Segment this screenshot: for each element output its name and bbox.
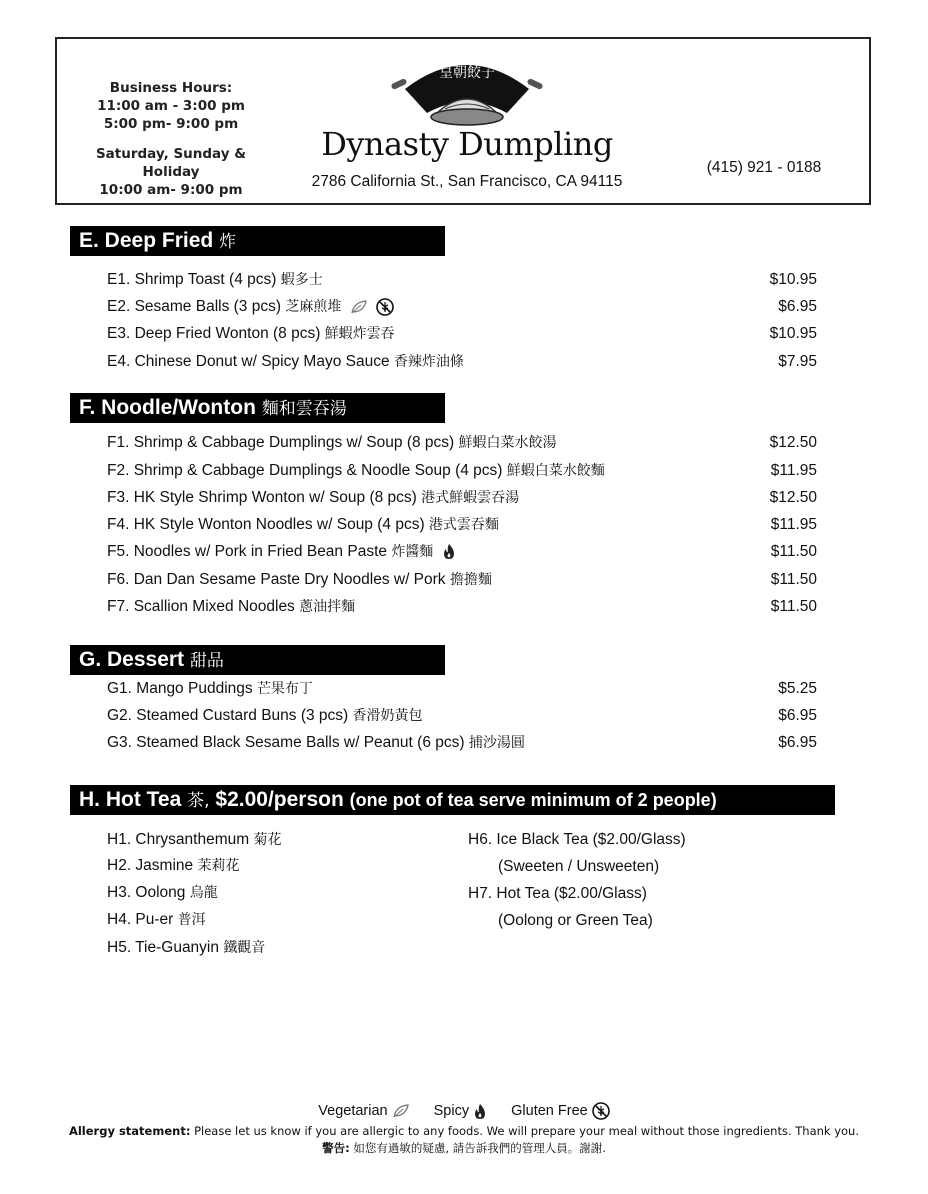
menu-item-f6 [107, 569, 817, 591]
menu-item-g2 [107, 705, 817, 727]
hours-lunch: 11:00 am - 3:00 pm [97, 98, 245, 114]
restaurant-phone: (415) 921 - 0188 [706, 159, 822, 176]
menu-item-e2 [107, 296, 817, 318]
tea-name-zh: 菊花 [253, 832, 282, 848]
item-name: F2. Shrimp & Cabbage Dumplings & Noodle Soup (4 pcs) [107, 462, 503, 479]
menu-item-f5 [107, 541, 817, 563]
item-name: E1. Shrimp Toast (4 pcs) [107, 271, 277, 288]
gluten-free-icon [376, 298, 394, 316]
item-price: $10.95 [769, 271, 817, 288]
section-header-hot-tea [70, 785, 835, 815]
tea-item-h6 [468, 829, 686, 851]
tea-name: H4. Pu-er [107, 911, 174, 928]
section-header-noodle-wonton [70, 393, 445, 423]
item-name-zh: 港式鮮蝦雲吞湯 [421, 490, 520, 506]
tea-name: H1. Chrysanthemum [107, 831, 250, 848]
vegetarian-icon [392, 1103, 410, 1119]
legend-gluten-free-label: Gluten Free [511, 1102, 588, 1119]
tea-note: (Oolong or Green Tea) [498, 912, 653, 929]
vegetarian-icon [350, 299, 368, 315]
weekend-hours: 10:00 am- 9:00 pm [99, 182, 243, 198]
item-name: F1. Shrimp & Cabbage Dumplings w/ Soup (8 pcs) [107, 434, 455, 451]
menu-item-f1 [107, 432, 817, 454]
menu-item-e4 [107, 351, 817, 373]
item-name: G3. Steamed Black Sesame Balls w/ Peanut (6 pcs) [107, 734, 465, 751]
section-title-zh: 甜品 [189, 651, 224, 671]
tea-name: H3. Oolong [107, 884, 186, 901]
item-price: $5.25 [778, 680, 817, 697]
item-name: E4. Chinese Donut w/ Spicy Mayo Sauce [107, 353, 390, 370]
tea-item-h1 [107, 829, 281, 851]
item-price: $11.50 [770, 571, 817, 588]
tea-name-zh: 鐵觀音 [223, 940, 266, 956]
tea-name: H2. Jasmine [107, 857, 194, 874]
section-note: (one pot of tea serve minimum of 2 people) [349, 790, 717, 810]
section-title: F. Noodle/Wonton [79, 396, 256, 419]
tea-item-h4 [107, 909, 206, 931]
item-price: $11.50 [770, 598, 817, 615]
restaurant-header [55, 37, 871, 205]
item-name: F7. Scallion Mixed Noodles [107, 598, 295, 615]
allergy-text: Please let us know if you are allergic to any foods. We will prepare your meal without those ingredients. Thank you. [194, 1124, 860, 1138]
tea-name: H6. Ice Black Tea ($2.00/Glass) [468, 831, 686, 848]
tea-note: (Sweeten / Unsweeten) [498, 858, 660, 875]
tea-item-h6-note [498, 856, 659, 878]
tea-item-h7-note [498, 910, 653, 932]
item-name: F3. HK Style Shrimp Wonton w/ Soup (8 pcs) [107, 489, 417, 506]
section-title: E. Deep Fried [79, 229, 214, 252]
weekend-title: Saturday, Sunday & Holiday [95, 146, 247, 180]
restaurant-name: Dynasty Dumpling [321, 125, 613, 163]
item-price: $7.95 [778, 353, 817, 370]
section-title: G. Dessert [79, 648, 185, 671]
section-header-deep-fried [70, 226, 445, 256]
section-price: $2.00/person [215, 788, 344, 811]
item-price: $11.50 [770, 543, 817, 560]
item-name-zh: 芝麻煎堆 [285, 299, 342, 315]
spicy-icon [473, 1103, 487, 1120]
tea-name: H5. Tie-Guanyin [107, 939, 219, 956]
item-name-zh: 炸醬麵 [391, 544, 434, 560]
tea-item-h7 [468, 883, 647, 905]
item-name: F6. Dan Dan Sesame Paste Dry Noodles w/ Pork [107, 571, 446, 588]
dynasty-dumpling-logo [387, 51, 547, 131]
item-name-zh: 蝦多士 [280, 272, 323, 288]
tea-item-h3 [107, 882, 218, 904]
menu-item-e3 [107, 323, 817, 345]
item-name-zh: 鮮蝦白菜水餃湯 [458, 435, 557, 451]
hours-title: Business Hours: [109, 80, 233, 96]
item-price: $6.95 [778, 298, 817, 315]
item-price: $11.95 [770, 516, 817, 533]
item-name-zh: 蔥油拌麵 [299, 599, 356, 615]
item-price: $10.95 [769, 325, 817, 342]
tea-item-h5 [107, 937, 265, 959]
item-name-zh: 香滑奶黃包 [352, 708, 423, 724]
item-price: $6.95 [778, 734, 817, 751]
section-title-zh: 麵和雲吞湯 [261, 399, 347, 419]
icon-legend [0, 1102, 928, 1120]
item-price: $12.50 [769, 489, 817, 506]
allergy-warning-zh [0, 1140, 928, 1156]
tea-item-h2 [107, 855, 239, 877]
restaurant-address: 2786 California St., San Francisco, CA 94115 [311, 173, 623, 190]
tea-name: H7. Hot Tea ($2.00/Glass) [468, 885, 647, 902]
item-name-zh: 港式雲吞麵 [428, 517, 499, 533]
section-header-dessert [70, 645, 445, 675]
item-price: $11.95 [770, 462, 817, 479]
warning-text: 如您有過敏的疑慮, 請告訴我們的管理人員。謝謝. [353, 1141, 606, 1155]
item-name-zh: 捕沙湯圓 [468, 735, 525, 751]
gluten-free-icon [592, 1102, 610, 1120]
section-title: H. Hot Tea [79, 788, 182, 811]
tea-name-zh: 烏龍 [189, 885, 218, 901]
legend-spicy-label: Spicy [433, 1102, 470, 1119]
logo-chinese-text: 皇朝餃子 [439, 65, 495, 81]
item-name: F4. HK Style Wonton Noodles w/ Soup (4 pcs) [107, 516, 425, 533]
item-name: E3. Deep Fried Wonton (8 pcs) [107, 325, 321, 342]
menu-item-f3 [107, 487, 817, 509]
menu-item-f2 [107, 460, 817, 482]
item-name-zh: 香辣炸油條 [393, 354, 464, 370]
item-name: F5. Noodles w/ Pork in Fried Bean Paste [107, 543, 387, 560]
section-title-zh: 茶, [187, 791, 210, 811]
menu-item-g1 [107, 678, 817, 700]
item-name: G2. Steamed Custard Buns (3 pcs) [107, 707, 349, 724]
business-hours [71, 79, 271, 199]
item-price: $12.50 [769, 434, 817, 451]
menu-item-f4 [107, 514, 817, 536]
item-name-zh: 擔擔麵 [449, 572, 492, 588]
spicy-icon [442, 543, 456, 560]
item-name-zh: 鮮蝦炸雲吞 [324, 326, 395, 342]
tea-name-zh: 茉莉花 [197, 858, 240, 874]
menu-item-g3 [107, 732, 817, 754]
tea-name-zh: 普洱 [177, 912, 206, 928]
allergy-title: Allergy statement: [68, 1124, 191, 1138]
legend-vegetarian-label: Vegetarian [318, 1102, 388, 1119]
section-title-zh: 炸 [219, 232, 237, 252]
item-name-zh: 芒果布丁 [256, 681, 313, 697]
menu-item-e1 [107, 269, 817, 291]
menu-item-f7 [107, 596, 817, 618]
hours-dinner: 5:00 pm- 9:00 pm [103, 116, 239, 132]
warning-title: 警告: [322, 1141, 350, 1155]
item-name-zh: 鮮蝦白菜水餃麵 [506, 463, 605, 479]
item-price: $6.95 [778, 707, 817, 724]
item-name: G1. Mango Puddings [107, 680, 253, 697]
allergy-statement [0, 1124, 928, 1138]
item-name: E2. Sesame Balls (3 pcs) [107, 298, 282, 315]
